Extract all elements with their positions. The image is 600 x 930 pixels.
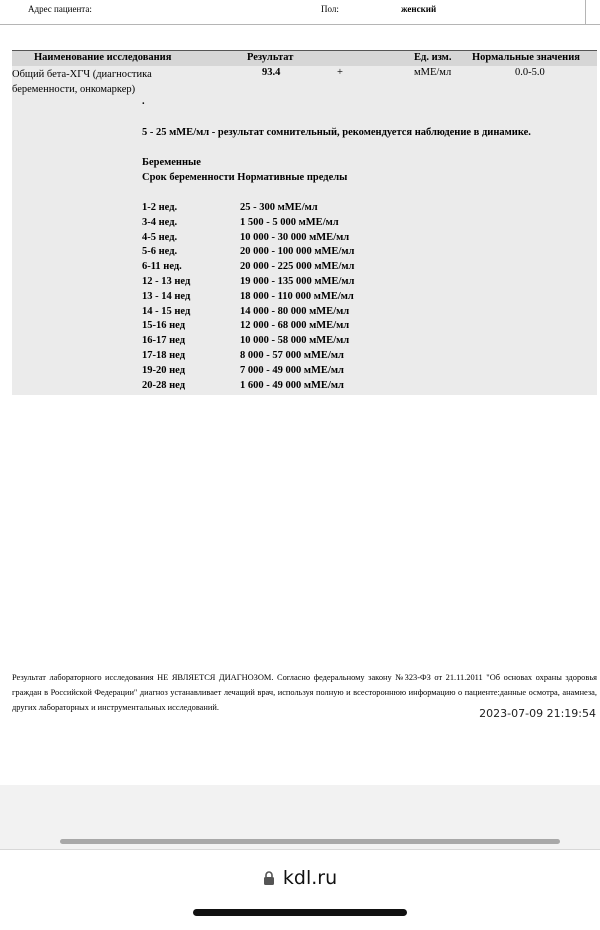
report-timestamp: 2023-07-09 21:19:54 [479, 707, 596, 720]
lock-icon [263, 871, 275, 885]
address-bar[interactable] [0, 867, 600, 889]
range-week: 12 - 13 нед [142, 275, 191, 287]
test-result-value: 93.4 [262, 67, 281, 78]
patient-sex-value: женский [401, 4, 437, 14]
range-value: 7 000 - 49 000 мМЕ/мл [240, 364, 344, 376]
results-table-row [12, 66, 597, 395]
range-value: 20 000 - 100 000 мМЕ/мл [240, 246, 355, 258]
test-normal-range: 0.0-5.0 [515, 67, 545, 78]
range-value: 10 000 - 58 000 мМЕ/мл [240, 335, 350, 347]
disclaimer-text: Результат лабораторного исследования НЕ ЯВЛЯЕТСЯ ДИАГНОЗОМ. Согласно федеральному закону №323-ФЗ от 21.11.2011 "Об основах охраны здоровья граждан в Российской Федерации" диагноз устанавливает лечащий врач, используя полную и всестороннюю информацию о пациенте:данные осмотра, анамнеза, других лабораторных и инструментальных исследований. [12, 673, 597, 712]
range-week: 17-18 нед [142, 349, 186, 361]
comment-note: 5 - 25 мМЕ/мл - результат сомнительный, рекомендуется наблюдение в динамике. [142, 127, 531, 138]
range-value: 1 500 - 5 000 мМЕ/мл [240, 216, 339, 228]
test-result-flag: + [337, 67, 343, 78]
range-value: 10 000 - 30 000 мМЕ/мл [240, 231, 350, 243]
header-normal: Нормальные значения [472, 52, 580, 63]
browser-bottom-bar [0, 849, 600, 930]
range-week: 19-20 нед [142, 364, 186, 376]
test-unit: мМЕ/мл [414, 67, 452, 78]
comment-dot: . [142, 96, 145, 107]
pregnant-ranges-header: Срок беременности Нормативные пределы [142, 172, 348, 183]
range-value: 12 000 - 68 000 мМЕ/мл [240, 320, 350, 332]
range-week: 4-5 нед. [142, 231, 178, 243]
home-indicator[interactable] [193, 909, 407, 916]
table-border [585, 0, 586, 24]
range-week: 14 - 15 нед [142, 305, 191, 317]
range-week: 13 - 14 нед [142, 290, 191, 302]
range-week: 3-4 нед. [142, 216, 178, 228]
results-table-header [12, 50, 597, 67]
range-value: 14 000 - 80 000 мМЕ/мл [240, 305, 350, 317]
range-value: 20 000 - 225 000 мМЕ/мл [240, 261, 355, 273]
range-week: 1-2 нед. [142, 202, 178, 213]
range-value: 18 000 - 110 000 мМЕ/мл [240, 290, 354, 302]
patient-address-label: Адрес пациента: [28, 4, 92, 14]
range-week: 20-28 нед [142, 379, 186, 391]
range-value: 25 - 300 мМЕ/мл [240, 202, 318, 213]
range-value: 19 000 - 135 000 мМЕ/мл [240, 275, 355, 287]
url-text: kdl.ru [282, 867, 338, 889]
patient-info-row [0, 0, 600, 25]
range-value: 1 600 - 49 000 мМЕ/мл [240, 379, 344, 391]
range-week: 5-6 нед. [142, 246, 178, 258]
horizontal-scrollbar[interactable] [60, 839, 560, 844]
range-week: 16-17 нед [142, 335, 186, 347]
header-result: Результат [247, 52, 294, 63]
range-week: 15-16 нед [142, 320, 186, 332]
patient-sex-label: Пол: [321, 4, 339, 14]
pregnant-title: Беременные [142, 157, 201, 168]
test-name: Общий бета-ХГЧ (диагностика беременности, онкомаркер) [12, 69, 152, 95]
range-week: 6-11 нед. [142, 261, 182, 273]
header-test-name: Наименование исследования [34, 52, 172, 63]
header-unit: Ед. изм. [414, 52, 452, 63]
range-value: 8 000 - 57 000 мМЕ/мл [240, 349, 344, 361]
